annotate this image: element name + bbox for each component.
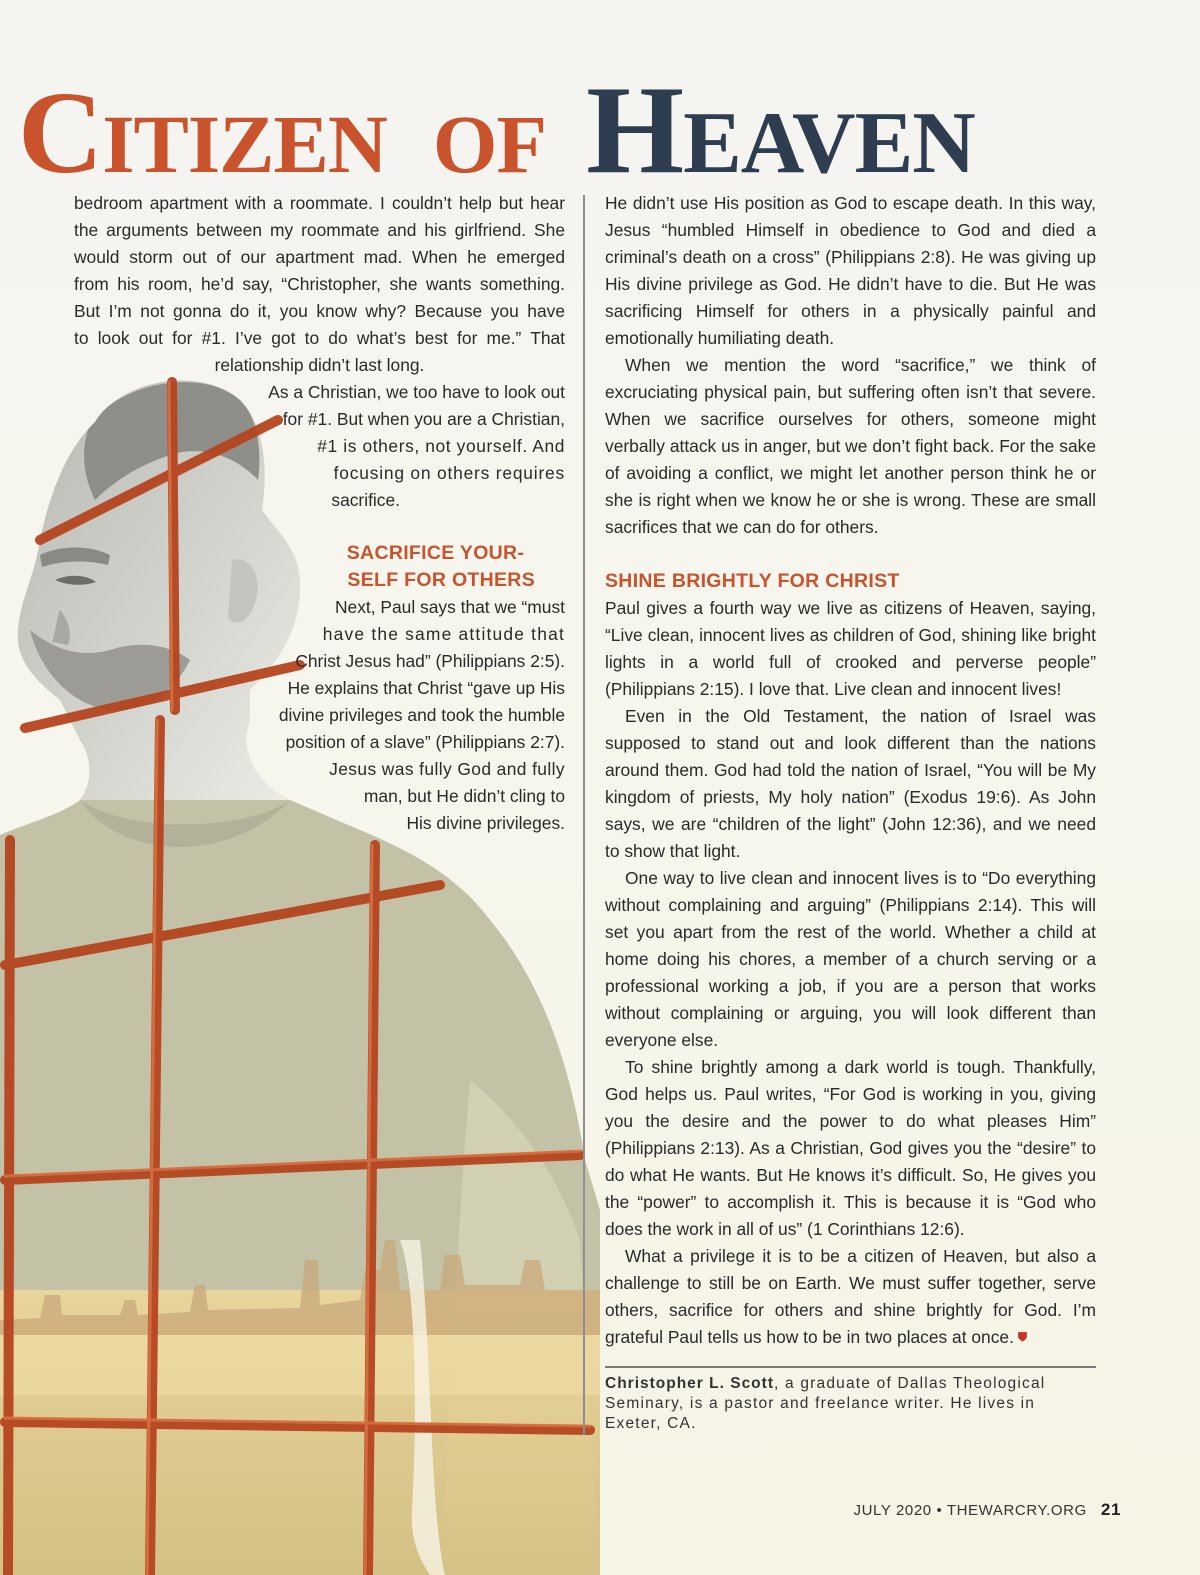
section-heading-sacrifice xyxy=(74,540,565,594)
right-paragraph-1: He didn’t use His position as God to escape death. In this way, Jesus “humbled Himself in obedience to God and died a criminal’s death on a cross” (Philippians 2:8). He was giving up His divine privilege as God. He didn’t have to die. But He was sacrificing Himself for others in a physically painful and emotionally humiliating death. xyxy=(605,193,1096,348)
article-title xyxy=(18,61,975,200)
right-paragraph-5: One way to live clean and innocent lives is to “Do everything without complaining and arguing” (Philippians 2:14). This will set you apart from the rest of the world. Whether a child at home doing his chores, a member of a church serving or a professional working a job, if you are a person that works without complaining or arguing, you will look different than everyone else. xyxy=(605,868,1096,1050)
author-bio xyxy=(605,1374,1096,1434)
author-name: Christopher L. Scott xyxy=(605,1375,774,1392)
text-line: to look out for #1. I’ve got to do what’s best for me.” That xyxy=(74,328,565,348)
page-number: 21 xyxy=(1100,1500,1121,1519)
left-paragraph-1 xyxy=(74,190,565,379)
text-line: bedroom apartment with a roommate. I couldn’t help but hear xyxy=(74,193,565,213)
text-line: Christ Jesus had” (Philippians 2:5). xyxy=(295,651,565,671)
text-line: He explains that Christ “gave up His xyxy=(287,678,565,698)
page-footer xyxy=(854,1500,1122,1520)
text-line: for #1. But when you are a Christian, xyxy=(282,409,565,429)
left-paragraph-3 xyxy=(74,594,565,837)
text-line: His divine privileges. xyxy=(406,813,565,833)
issue-and-site: JULY 2020 • THEWARCRY.ORG xyxy=(853,1502,1087,1519)
heading-line: SACRIFICE YOUR- xyxy=(346,542,525,564)
right-column xyxy=(605,190,1096,1351)
left-paragraph-2 xyxy=(74,379,565,514)
closing-text: What a privilege it is to be a citizen of Heaven, but also a challenge to still be on Earth. We must suffer together, serve others, sacrifice for others and shine brightly for God. I’m grateful Paul tells us how to be in two places at once. xyxy=(605,1246,1096,1347)
right-paragraph-2: When we mention the word “sacrifice,” we think of excruciating physical pain, but suffering often isn’t that severe. When we sacrifice ourselves for others, someone might verbally attack us in anger, but we don’t fight back. For the sake of avoiding a conflict, we might let another person think he or she is right when we know he or she is wrong. These are small sacrifices that we can do for others. xyxy=(605,355,1096,537)
text-line: would storm out of our apartment mad. When he emerged xyxy=(74,247,565,267)
text-line: focusing on others requires xyxy=(333,463,565,483)
text-line: have the same attitude that xyxy=(322,624,565,644)
text-line: sacrifice. xyxy=(331,490,400,510)
text-line: man, but He didn’t cling to xyxy=(363,786,565,806)
right-paragraph-7 xyxy=(605,1243,1096,1351)
text-line: As a Christian, we too have to look out xyxy=(268,382,565,402)
text-line: But I’m not gonna do it, you know why? Because you have xyxy=(74,301,565,321)
heading-line: SELF FOR OTHERS xyxy=(347,569,535,591)
text-line: Jesus was fully God and fully xyxy=(329,759,565,779)
right-paragraph-6: To shine brightly among a dark world is tough. Thankfully, God helps us. Paul writes, “For God is working in you, giving you the desire and the power to do what pleases Him” (Philippians 2:13). As a Christian, God gives you the “desire” to do what He wants. But He knows it’s difficult. So, He gives you the “power” to accomplish it. This is because it is “God who does the work in all of us” (1 Corinthians 12:6). xyxy=(605,1057,1096,1239)
title-word-citizen: Citizen xyxy=(18,67,387,198)
bio-divider xyxy=(605,1366,1096,1368)
text-line: from his room, he’d say, “Christopher, she wants something. xyxy=(74,274,565,294)
left-column xyxy=(74,190,565,837)
text-line: relationship didn’t last long. xyxy=(214,355,425,375)
column-divider xyxy=(583,195,585,1435)
author-bio-text: , a graduate of Dallas Theological Seminary, is a pastor and freelance writer. He lives in Exeter, CA. xyxy=(605,1375,1046,1432)
right-paragraph-4: Even in the Old Testament, the nation of Israel was supposed to stand out and look different than the nations around them. God had told the nation of Israel, “You will be My kingdom of priests, My holy nation” (Exodus 19:6). As John says, we are “children of the light” (John 12:36), and we need to show that light. xyxy=(605,706,1096,861)
text-line: divine privileges and took the humble xyxy=(278,705,565,725)
shield-end-mark-icon xyxy=(1017,1331,1028,1342)
right-paragraph-3: Paul gives a fourth way we live as citizens of Heaven, saying, “Live clean, innocent lives as children of God, shining like bright lights in a world full of crooked and perverse people” (Philippians 2:15). I love that. Live clean and innocent lives! xyxy=(605,598,1096,699)
text-line: the arguments between my roommate and his girlfriend. She xyxy=(74,220,565,240)
title-word-heaven: Heaven xyxy=(586,61,975,200)
title-word-of: of xyxy=(432,67,547,198)
text-line: Next, Paul says that we “must xyxy=(334,597,565,617)
text-line: #1 is others, not yourself. And xyxy=(317,436,565,456)
section-heading-shine: SHINE BRIGHTLY FOR CHRIST xyxy=(605,570,900,592)
text-line: position of a slave” (Philippians 2:7). xyxy=(285,732,565,752)
